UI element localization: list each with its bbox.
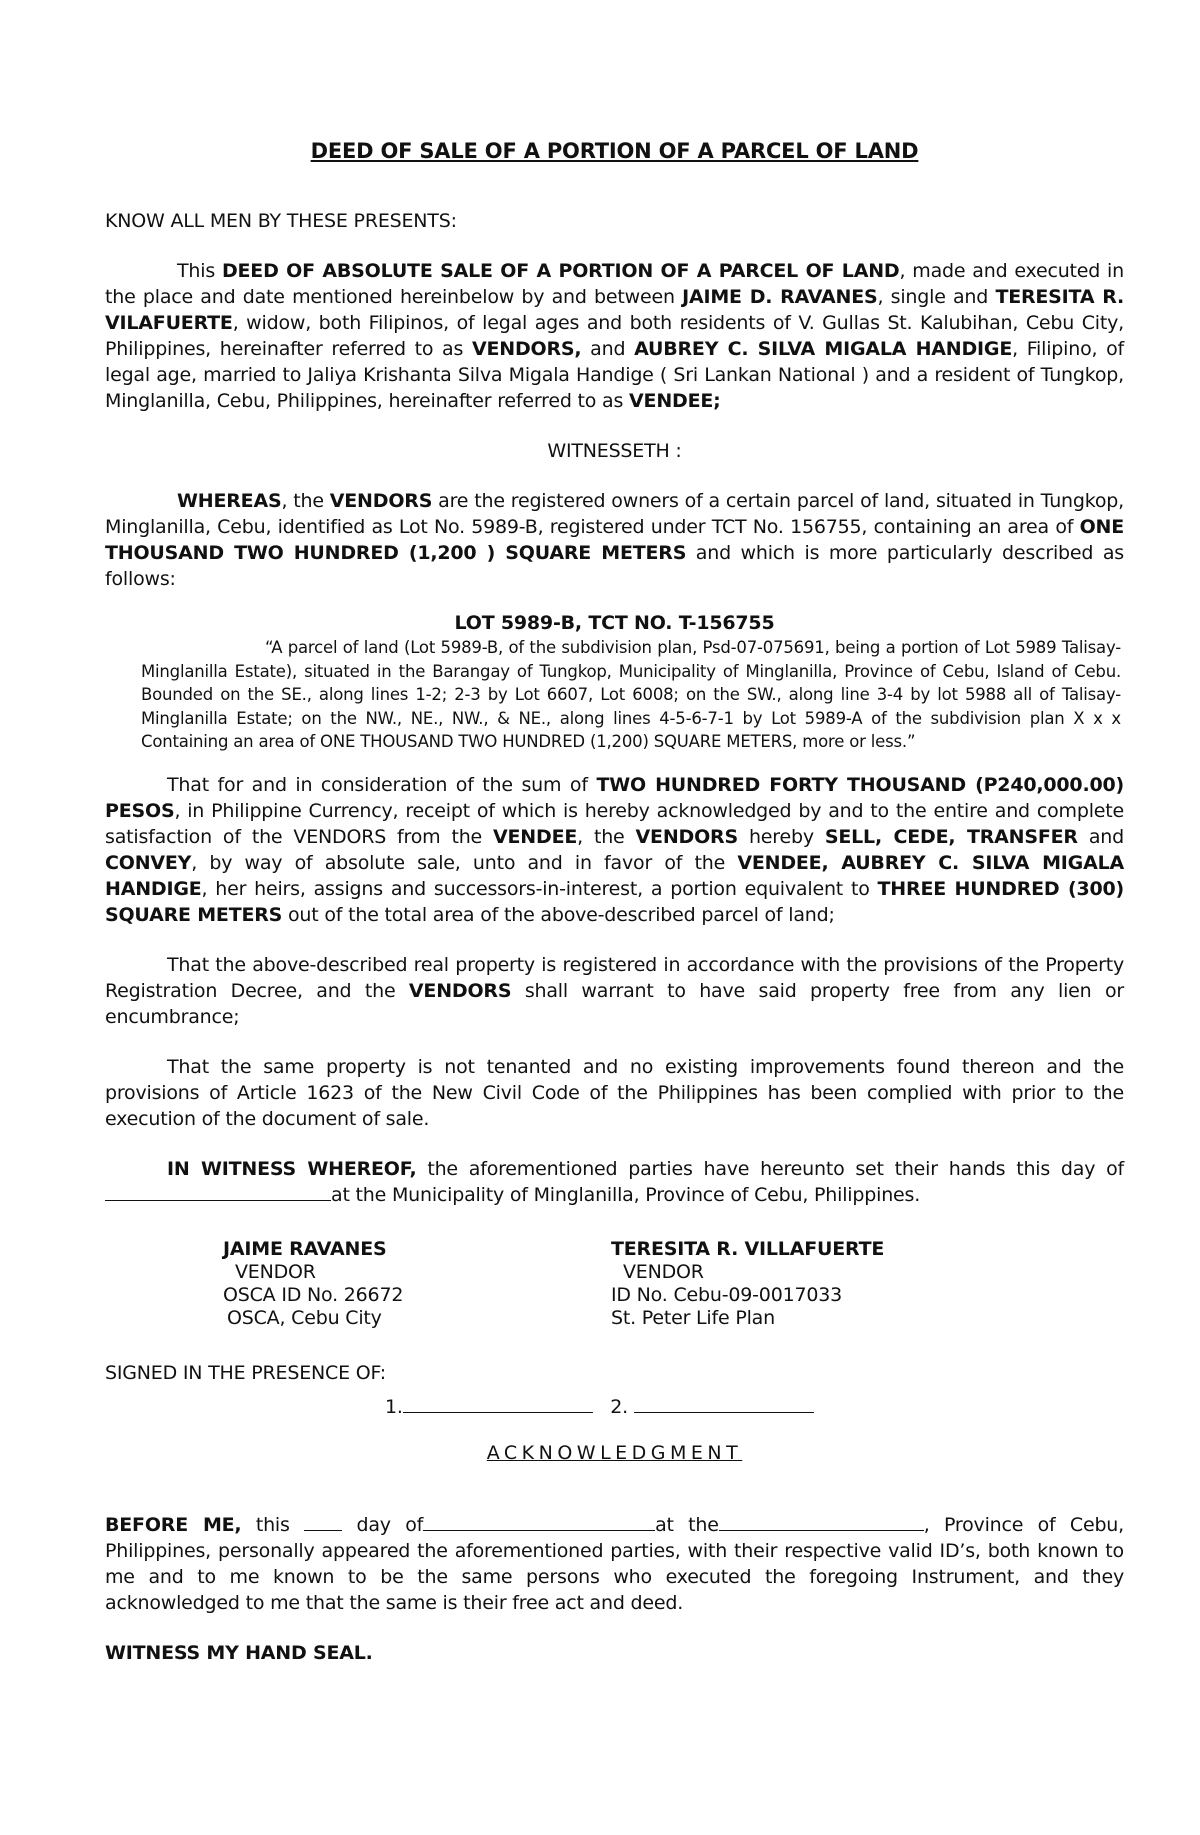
- signatory-issuer: OSCA, Cebu City: [227, 1306, 382, 1329]
- day-blank[interactable]: [304, 1512, 342, 1531]
- witnesseth-heading: WITNESSETH :: [547, 440, 682, 462]
- place-blank[interactable]: [719, 1512, 924, 1531]
- signatory-1: [223, 1238, 593, 1330]
- witness-2-blank[interactable]: [634, 1394, 814, 1413]
- witness-1-blank[interactable]: [403, 1394, 593, 1413]
- paragraph-whereas: WHEREAS, the VENDORS are the registered owners of a certain parcel of land, situated in Tungkop, Minglanilla, Cebu, identified as Lot No. 5989-B, registered under TCT No. 156755, containing an area of ONE THOUSAND TWO HUNDRED (1,200 ) SQUARE METERS and which is more particularly described as follows:: [105, 490, 1125, 590]
- lot-title: LOT 5989-B, TCT NO. T-156755: [454, 612, 775, 634]
- month-blank[interactable]: [423, 1512, 655, 1531]
- lot-description: “A parcel of land (Lot 5989-B, of the subdivision plan, Psd-07-075691, being a portion of Lot 5989 Talisay-Minglanilla Estate), situated in the Barangay of Tungkop, Municipality of Minglanilla, Province of Cebu, Island of Cebu. Bounded on the SE., along lines 1-2; 2-3 by Lot 6607, Lot 6008; on the SW., along line 3-4 by lot 5988 all of Talisay-Minglanilla Estate; on the NW., NE., NW., & NE., along lines 4-5-6-7-1 by Lot 5989-A of the subdivision plan X x x Containing an area of ONE THOUSAND TWO HUNDRED (1,200) SQUARE METERS, more or less.”: [141, 638, 1121, 751]
- paragraph-consideration: That for and in consideration of the sum of TWO HUNDRED FORTY THOUSAND (P240,000.00) PESOS, in Philippine Currency, receipt of which is hereby acknowledged by and to the entire and complete satisfaction of the VENDORS from the VENDEE, the VENDORS hereby SELL, CEDE, TRANSFER and CONVEY, by way of absolute sale, unto and in favor of the VENDEE, AUBREY C. SILVA MIGALA HANDIGE, her heirs, assigns and successors-in-interest, a portion equivalent to THREE HUNDRED (300) SQUARE METERS out of the total area of the above-described parcel of land;: [105, 773, 1124, 926]
- document-title: DEED OF SALE OF A PORTION OF A PARCEL OF LAND: [310, 139, 919, 163]
- acknowledgment-heading: ACKNOWLEDGMENT: [486, 1441, 743, 1464]
- signatory-name: TERESITA R. VILLAFUERTE: [611, 1237, 885, 1260]
- paragraph-in-witness: IN WITNESS WHEREOF, the aforementioned parties have hereunto set their hands this day ofat the Municipality of Minglanilla, Province of Cebu, Philippines.: [105, 1156, 1124, 1208]
- closing-line: WITNESS MY HAND SEAL.: [105, 1641, 373, 1664]
- signatory-id: ID No. Cebu-09-0017033: [611, 1283, 843, 1306]
- presence-heading: SIGNED IN THE PRESENCE OF:: [105, 1361, 386, 1384]
- paragraph-before-me: BEFORE ME, this day of at the , Province of Cebu, Philippines, personally appeared the aforementioned parties, with their respective valid ID’s, both known to me and to me known to be the same persons who executed the foregoing Instrument, and they acknowledged to me that the same is their free act and deed.: [105, 1513, 1124, 1614]
- signatory-issuer: St. Peter Life Plan: [611, 1306, 775, 1329]
- paragraph-registration: That the above-described real property is registered in accordance with the provisions of the Property Registration Decree, and the VENDORS shall warrant to have said property free from any lien or encumbrance;: [105, 953, 1124, 1028]
- signatory-id: OSCA ID No. 26672: [223, 1283, 404, 1306]
- signatory-role: VENDOR: [623, 1260, 704, 1283]
- signature-block: [105, 1238, 1124, 1330]
- date-blank[interactable]: [105, 1182, 331, 1201]
- signatory-2: [593, 1238, 981, 1330]
- signatory-role: VENDOR: [235, 1260, 316, 1283]
- intro-line: KNOW ALL MEN BY THESE PRESENTS:: [105, 210, 457, 232]
- paragraph-not-tenanted: That the same property is not tenanted and no existing improvements found thereon and the provisions of Article 1623 of the New Civil Code of the Philippines has been complied with prior to the execution of the document of sale.: [105, 1055, 1124, 1130]
- signatory-name: JAIME RAVANES: [223, 1237, 387, 1260]
- paragraph-parties: This DEED OF ABSOLUTE SALE OF A PORTION OF A PARCEL OF LAND, made and executed in the place and date mentioned hereinbelow by and between JAIME D. RAVANES, single and TERESITA R. VILAFUERTE, widow, both Filipinos, of legal ages and both residents of V. Gullas St. Kalubihan, Cebu City, Philippines, hereinafter referred to as VENDORS, and AUBREY C. SILVA MIGALA HANDIGE, Filipino, of legal age, married to Jaliya Krishanta Silva Migala Handige ( Sri Lankan National ) and a resident of Tungkop, Minglanilla, Cebu, Philippines, hereinafter referred to as VENDEE;: [105, 260, 1125, 412]
- witness-lines: 1. 2.: [105, 1394, 1124, 1420]
